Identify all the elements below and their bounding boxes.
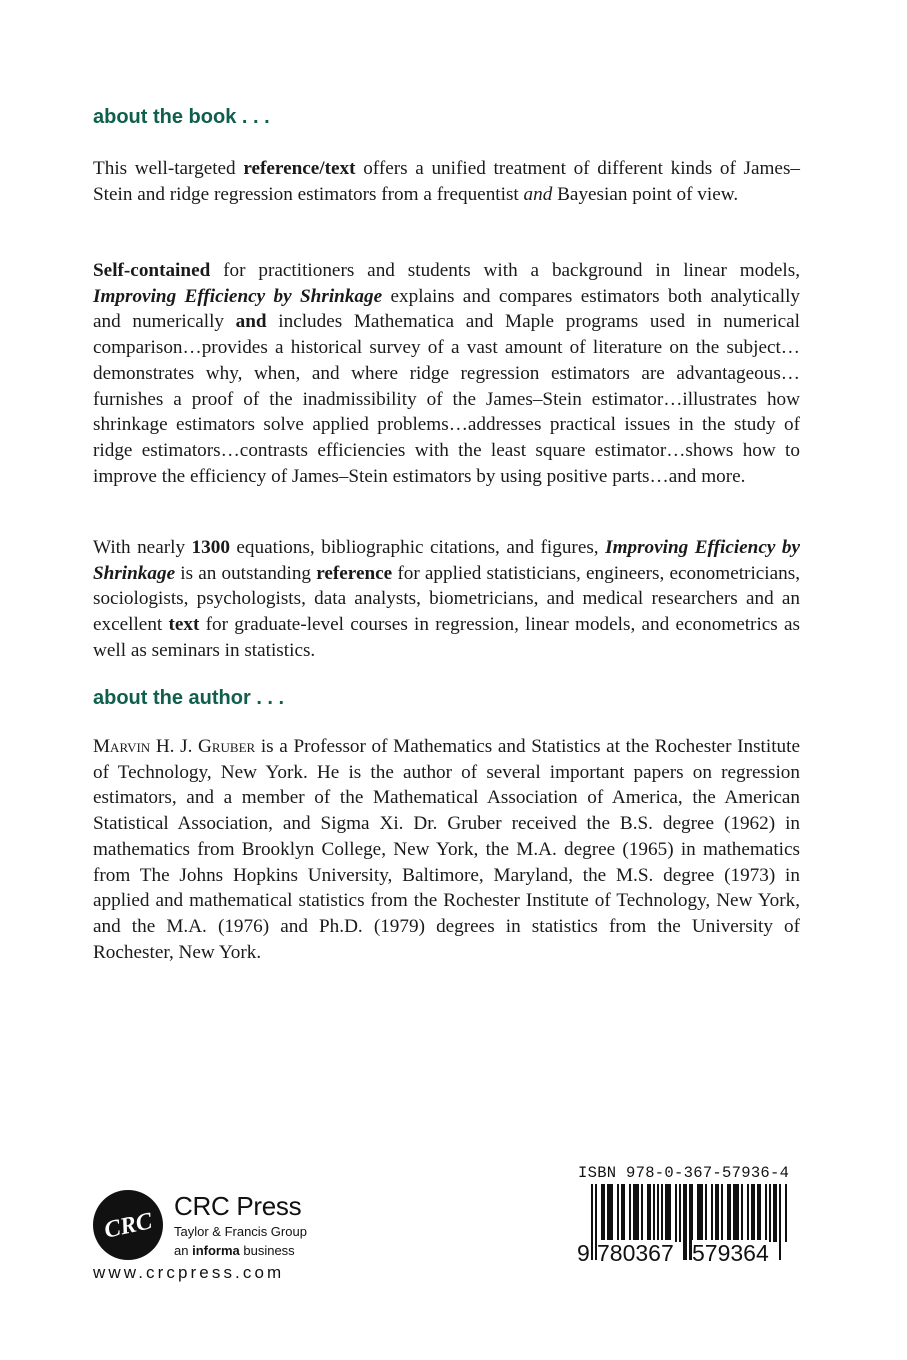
barcode-bar [759,1184,761,1242]
barcode-bar [741,1184,743,1242]
crc-logo-icon [91,1188,165,1262]
barcode-bar [603,1184,605,1242]
barcode-bar [675,1184,677,1242]
barcode-lead-digit: 9 [577,1240,590,1266]
barcode-bar [769,1184,771,1242]
barcode-bar [647,1184,649,1242]
barcode-bar [607,1184,609,1242]
barcode-bar [733,1184,735,1242]
publisher-business: an informa business [174,1243,295,1258]
barcode-bar [669,1184,671,1242]
barcode-bar [697,1184,699,1242]
barcode-group-1: 780367 [597,1240,674,1266]
barcode-digits [577,1240,787,1270]
barcode-bar [661,1184,663,1242]
about-book-heading: about the book . . . [93,106,270,128]
book-paragraph-3: With nearly 1300 equations, bibliographic citations, and figures, Improving Efficiency by Shrinkage is an outstanding reference for applied statisticians, engineers, econometricians, sociologists, psychologists, data analysts, biometricians, and medical researchers and an excellent text for graduate-level courses in regression, linear models, and econometrics as well as seminars in statistics. [93,537,800,661]
barcode-bar [715,1184,717,1242]
barcode-bar [641,1184,643,1242]
isbn-label: ISBN 978-0-367-57936-4 [578,1164,790,1182]
barcode-bar [737,1184,739,1242]
barcode-bar [635,1184,637,1242]
barcode-bar [611,1184,613,1242]
barcode-bar [747,1184,749,1242]
book-paragraph-1: This well-targeted reference/text offers a unified treatment of different kinds of James–Stein and ridge regression estimators from a frequentist and Bayesian point of view. [93,158,801,205]
barcode-bar [775,1184,777,1242]
barcode-bar [657,1184,659,1242]
barcode-bar [665,1184,667,1242]
barcode-bar [711,1184,713,1242]
publisher-name: CRC Press [174,1191,302,1221]
barcode-bar [729,1184,731,1242]
barcode-bar [623,1184,625,1242]
barcode-bar [721,1184,723,1242]
publisher-block [174,1192,307,1260]
crc-logo-text: CRC [102,1208,155,1244]
publisher-url[interactable]: www.crcpress.com [93,1263,285,1282]
barcode-bar [701,1184,703,1242]
barcode-bar [653,1184,655,1242]
barcode-bar [699,1184,701,1242]
publisher-group: Taylor & Francis Group [174,1224,307,1239]
barcode-bar [753,1184,755,1242]
barcode-bar [621,1184,623,1242]
barcode-bar [601,1184,603,1242]
author-name: Marvin H. J. Gruber [93,736,256,757]
barcode-bar [617,1184,619,1242]
barcode-bar [727,1184,729,1242]
barcode-bar [705,1184,707,1242]
barcode-group-2: 579364 [692,1240,769,1266]
barcode-bar [649,1184,651,1242]
barcode-bar [765,1184,767,1242]
about-author-heading: about the author . . . [93,687,285,709]
barcode-bar [717,1184,719,1242]
barcode-bar [679,1184,681,1242]
barcode-bar [609,1184,611,1242]
book-paragraph-2: Self-contained for practitioners and students with a background in linear models, Improving Efficiency by Shrinkage explains and compares estimators both analytically and numerically and includes Mathematica and Maple programs used in numerical comparison…provides a historical survey of a vast amount of literature on the subject…demonstrates why, when, and where ridge regression estimators are advantageous…furnishes a proof of the inadmissibility of the James–Stein estimator…illustrates how shrinkage estimators solve applied problems…addresses practical issues in the study of ridge estimators…contrasts efficiencies with the least square estimator…shows how to improve the efficiency of James–Stein estimators by using positive parts…and more. [93,260,800,487]
barcode-bar [735,1184,737,1242]
author-bio: Marvin H. J. Gruber is a Professor of Mathematics and Statistics at the Rochester Institute of Technology, New York. He is the author of several important papers on regression estimators, and a member of the Mathematical Association of America, the American Statistical Association, and Sigma Xi. Dr. Gruber received the B.S. degree (1962) in mathematics from Brooklyn College, New York, the M.A. degree (1965) in mathematics from The Johns Hopkins University, Baltimore, Maryland, the M.S. degree (1973) in applied and mathematical statistics from the Rochester Institute of Technology, New York, and the M.A. (1976) and Ph.D. (1979) degrees in statistics from the University of Rochester, New York. [93,736,800,963]
barcode-bar [751,1184,753,1242]
barcode-bar [667,1184,669,1242]
barcode-bar [629,1184,631,1242]
barcode-bar [757,1184,759,1242]
barcode-bar [637,1184,639,1242]
barcode-bar [633,1184,635,1242]
barcode-bar [785,1184,787,1242]
barcode-bar [773,1184,775,1242]
